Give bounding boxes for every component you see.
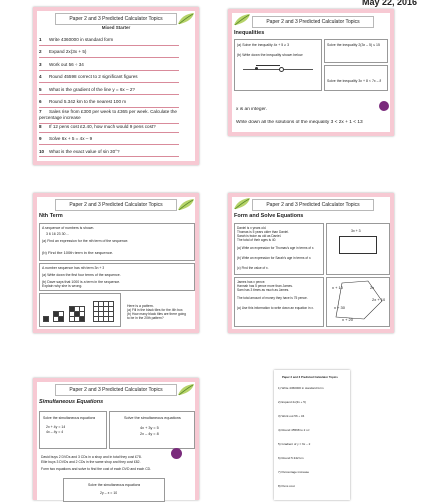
question-text: Solve the inequality 3x + 8 < 7x – 8 bbox=[327, 79, 382, 83]
question-text: The total amount of money they have is 75 pence. bbox=[237, 296, 308, 300]
question-text: A sequence of numbers is shown. bbox=[42, 226, 95, 230]
shape-side-label: 2x bbox=[370, 285, 375, 290]
slide-subtitle: Simultaneous Equations bbox=[39, 399, 104, 405]
question-number: 5 bbox=[39, 86, 42, 92]
slide-subtitle: Inequalities bbox=[234, 30, 265, 36]
question-row bbox=[39, 134, 179, 145]
question-box-c bbox=[324, 39, 388, 63]
leaf-logo-icon bbox=[176, 198, 198, 212]
question-text: Expand 2x(3x + 5) bbox=[49, 49, 87, 55]
question-text: What is the exact value of sin 30°? bbox=[49, 148, 120, 154]
leaf-logo-icon bbox=[176, 383, 198, 397]
question-text: (c) Find the value of x. bbox=[237, 266, 269, 270]
rectangle-shape bbox=[339, 236, 377, 254]
question-row bbox=[39, 60, 179, 71]
question-text: Sam has 3 times as much as James. bbox=[237, 288, 290, 292]
question-text: Work out 56 ÷ 34 bbox=[49, 61, 84, 67]
pattern-tile bbox=[58, 316, 64, 322]
number-line-range bbox=[256, 65, 280, 66]
question-row bbox=[39, 97, 179, 108]
integer-line: x is an integer. bbox=[236, 107, 267, 112]
shape-side-label: x + 20 bbox=[342, 317, 354, 322]
equations-box-left bbox=[39, 411, 107, 449]
question-text: Sales rise from £300 per week to £365 per week. Calculate the percentage increase bbox=[39, 109, 177, 121]
shape-side-label: x + 10 bbox=[332, 285, 344, 290]
question-text: (a) Solve the inequality 4x + 5 ≥ 3 bbox=[237, 43, 290, 47]
question-text: The total of their ages is 40. bbox=[237, 238, 277, 242]
question-text: (b) Write down the inequality shown below bbox=[237, 53, 303, 57]
pattern-question: (b) How many black tiles are there going bbox=[127, 312, 187, 316]
question-text: Solve the simultaneous equations bbox=[88, 483, 141, 487]
equation: 4x + 3y = 5 bbox=[140, 426, 159, 430]
question-text: (a) Write down the first four terms of the sequence. bbox=[42, 273, 121, 277]
doc-row: 1) Write 4360000 in standard form bbox=[278, 386, 324, 390]
question-row bbox=[39, 47, 179, 58]
question-number: 7 bbox=[39, 109, 42, 115]
question-text: Hannah has 5 pence more than James. bbox=[237, 284, 293, 288]
nth-term-box bbox=[39, 263, 195, 291]
question-box-d bbox=[324, 65, 388, 91]
shape-side-label: x + 30 bbox=[334, 305, 346, 310]
question-text: (b) Write an expression for Sarah's age in terms of x. bbox=[237, 256, 312, 260]
slide-mixed-starter[interactable] bbox=[33, 7, 199, 165]
question-text: Solve the inequality 2(3x – 5) ≤ 15 bbox=[327, 43, 380, 47]
doc-row: 5) Gradient of y = 6x – 2 bbox=[278, 442, 311, 446]
question-box-a bbox=[234, 39, 322, 91]
question-text: (a) Find an expression for the nth term of the sequence. bbox=[42, 239, 129, 243]
question-text: Thomas is 5 years older than Daniel. bbox=[237, 230, 289, 234]
rectangle-label: 3x + 3 bbox=[351, 229, 361, 233]
question-number: 10 bbox=[39, 148, 45, 154]
inequality-question: Write down all the solutions of the inequality 3 < 2x + 1 < 13 bbox=[236, 120, 363, 125]
question-number: 9 bbox=[39, 136, 42, 142]
sequence-box bbox=[39, 223, 195, 261]
question-text: James has x pence. bbox=[237, 280, 266, 284]
leaf-logo-icon bbox=[232, 13, 254, 27]
slide-nth-term[interactable] bbox=[33, 193, 199, 333]
slide-title: Paper 2 and 3 Predicted Calculator Topics bbox=[252, 199, 374, 211]
equation: 4x – 4y = 4 bbox=[46, 430, 64, 434]
doc-row: 8) Pens cost bbox=[278, 484, 295, 488]
money-box bbox=[234, 277, 324, 327]
grade-badge-icon bbox=[171, 448, 182, 459]
sequence-values: 3 6 16 23 30 ... bbox=[46, 232, 70, 236]
doc-row: 2) Expand 2x(3x + 5) bbox=[278, 400, 306, 404]
question-text: (a) Write an expression for Thomas's age in terms of x. bbox=[237, 246, 315, 250]
slide-subtitle: Form and Solve Equations bbox=[234, 213, 304, 219]
slide-form-solve-equations[interactable] bbox=[228, 193, 394, 333]
equation: 2y – x = 10 bbox=[100, 491, 118, 495]
question-text: A number sequence has nth term 3n + 3 bbox=[42, 266, 105, 270]
question-text: (b) Dave says that 1000 is a term in the sequence. bbox=[42, 280, 121, 284]
grade-badge-icon bbox=[379, 101, 389, 111]
question-row bbox=[39, 147, 179, 158]
question-text: Daniel is x years old. bbox=[237, 226, 267, 230]
pattern-tile bbox=[79, 316, 85, 322]
question-number: 6 bbox=[39, 99, 42, 104]
question-text: If 12 pens cost £2.40, how much would 9 pens cost? bbox=[49, 123, 156, 129]
question-text: Explain why she is wrong. bbox=[42, 284, 83, 288]
leaf-logo-icon bbox=[232, 197, 254, 211]
equations-box-bottom bbox=[63, 478, 165, 502]
pattern-note: Here is a pattern. bbox=[127, 304, 154, 308]
doc-row: 4) Round 45598 to 2 s.f. bbox=[278, 428, 311, 432]
number-line bbox=[243, 69, 313, 70]
question-row bbox=[39, 35, 179, 46]
word-problem: Ellie buys 3 DVDs and 2 CDs in the same shop and they cost £82. bbox=[41, 460, 141, 464]
slide-title: Paper 2 and 3 Predicted Calculator Topics bbox=[55, 199, 177, 211]
slide-title: Paper 2 and 3 Predicted Calculator Topics bbox=[55, 384, 177, 396]
slide-subtitle: Mixed Starter bbox=[101, 25, 131, 30]
word-problem: Form two equations and solve to find the cost of each DVD and each CD. bbox=[41, 467, 152, 471]
doc-row: 6) Round 5.342 km bbox=[278, 456, 304, 460]
question-row bbox=[39, 72, 179, 83]
slide-inequalities[interactable] bbox=[228, 9, 394, 136]
pattern-tile bbox=[108, 316, 114, 322]
shape-side-label: 2x + 10 bbox=[372, 297, 386, 302]
question-text: Solve 6x + 5 = 4x – 9 bbox=[49, 136, 93, 142]
leaf-logo-icon bbox=[176, 12, 198, 26]
question-text: Write 4360000 in standard form bbox=[49, 37, 114, 42]
question-number: 8 bbox=[39, 123, 42, 129]
question-row bbox=[39, 122, 179, 133]
equation: 2x – 4y = 8 bbox=[140, 432, 159, 436]
question-number: 2 bbox=[39, 49, 42, 55]
question-number: 4 bbox=[39, 74, 42, 80]
doc-preview[interactable] bbox=[274, 370, 350, 500]
question-text: Solve the simultaneous equations bbox=[43, 416, 96, 420]
question-text: (b) Find the 100th term in the sequence. bbox=[42, 250, 114, 255]
word-problem: David buys 2 DVDs and 3 CDs in a shop and in total they cost £78. bbox=[41, 455, 142, 459]
question-text: Round 45598 correct to 2 significant figures bbox=[49, 74, 138, 80]
question-text: Sarah is twice as old as Daniel. bbox=[237, 234, 282, 238]
ages-box bbox=[234, 223, 324, 275]
number-line-marker bbox=[255, 67, 258, 70]
doc-row: 3) Work out 56 ÷ 34 bbox=[278, 414, 305, 418]
number-line-marker bbox=[279, 67, 284, 72]
question-row bbox=[39, 85, 179, 96]
pattern-question: (a) Fill in the black tiles for the 4th box. bbox=[127, 308, 184, 312]
question-text: (a) Use this information to write down an equation in x. bbox=[237, 306, 314, 310]
pattern-tile bbox=[43, 316, 49, 322]
slide-subtitle: Nth Term bbox=[39, 213, 63, 219]
question-number: 3 bbox=[39, 61, 42, 67]
doc-row: 7) Percentage increase bbox=[278, 470, 310, 474]
question-text: What is the gradient of the line y = 6x – 2? bbox=[49, 86, 135, 92]
rectangle-box bbox=[326, 223, 390, 275]
slide-title: Paper 2 and 3 Predicted Calculator Topics bbox=[55, 13, 177, 25]
pattern-question: to be in the 20th pattern? bbox=[127, 316, 164, 320]
slide-simultaneous-equations[interactable] bbox=[33, 378, 199, 500]
slide-title: Paper 2 and 3 Predicted Calculator Topics bbox=[252, 16, 374, 28]
doc-title: Paper 2 and 3 Predicted Calculator Topics bbox=[282, 375, 338, 379]
page-date: May 22, 2016 bbox=[361, 0, 417, 7]
question-text: Solve the simultaneous equations bbox=[124, 416, 181, 420]
question-number: 1 bbox=[39, 37, 42, 42]
question-text: Round 5.342 km to the nearest 100 m bbox=[49, 99, 127, 104]
equation: 2x + 4y = 14 bbox=[46, 425, 66, 429]
equations-box-right bbox=[109, 411, 195, 449]
